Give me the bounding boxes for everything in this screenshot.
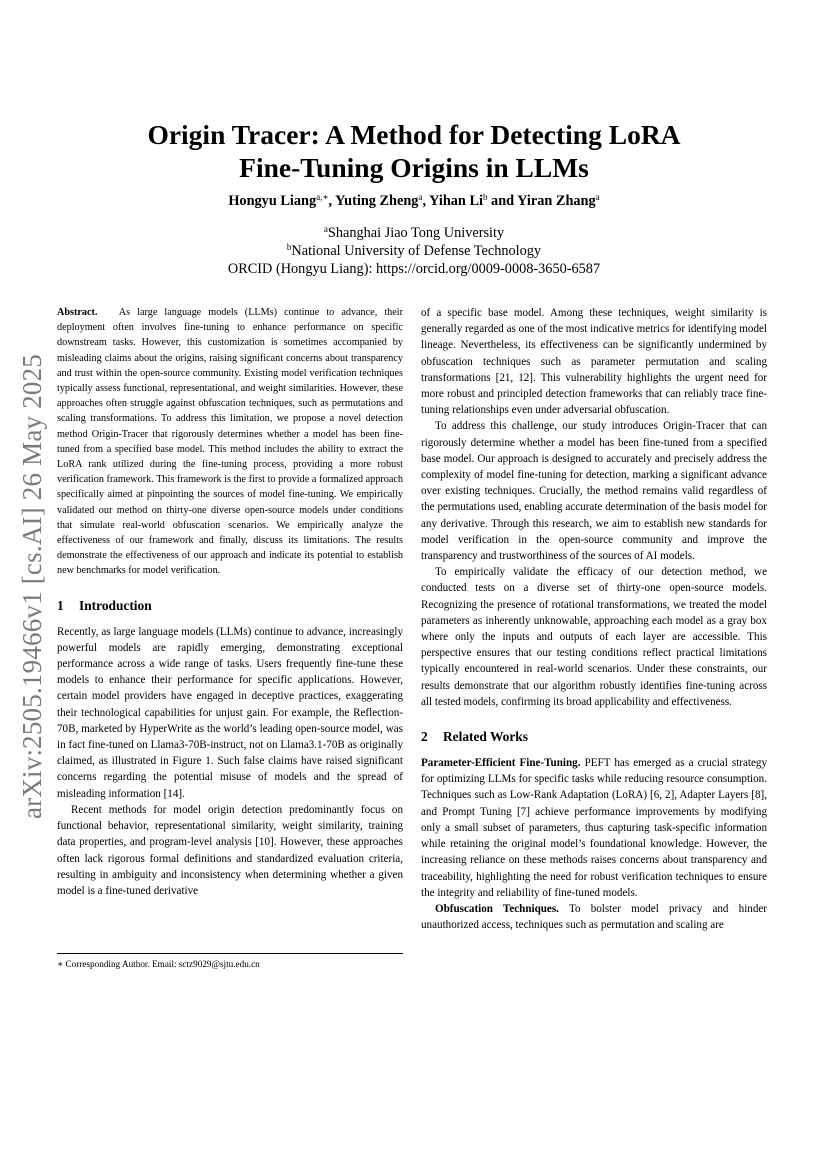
author-affil-sup: a — [418, 192, 423, 202]
author-affil-sup: a,∗ — [316, 192, 329, 202]
author-list — [0, 193, 828, 210]
intro-paragraph-1: Recently, as large language models (LLMs) continue to advance, increasingly powerful models are rapidly emerging, demonstrating exceptional performance across a wide range of tasks. Users frequently fine-tune these models to enhance their performance for specific applications. However, certain model providers have engaged in deceptive practices, exaggerating their technological capabilities for unjust gain. For example, the Reflection-70B, marketed by HyperWrite as the world’s leading open-source model, was in fact fine-tuned on Llama3-70B-instruct, not on Llama3.1-70B as originally claimed, as illustrated in Figure 1. Such false claims have raised significant concerns regarding the potential misuse of models and the spread of misleading information [14]. — [57, 625, 403, 800]
abstract — [57, 305, 403, 579]
affiliation-a — [0, 224, 828, 242]
right-column — [421, 305, 767, 933]
affiliations — [0, 224, 828, 278]
author-name: Yihan Li — [429, 193, 483, 209]
intro-paragraph-4: To address this challenge, our study introduces Origin-Tracer that can rigorously determine whether a model has been fine-tuned from a specified base model. Our approach is designed to accurately and precisely address the complexity of model fine-tuning for detection, marking a significant advance over existing techniques. Crucially, the method remains valid regardless of the permutations used, enabling accurate determination of the basis model for any derivative. Through this research, we aim to establish new standards for model verification in the open-source community and improve the transparency and trustworthiness of the sources of AI models. — [421, 420, 767, 563]
title-line-1: Origin Tracer: A Method for Detecting LoRA — [147, 119, 681, 150]
affil-marker: a — [323, 224, 328, 234]
title-line-2: Fine-Tuning Origins in LLMs — [239, 152, 589, 183]
author-separator: , — [422, 193, 430, 209]
intro-paragraph-2: Recent methods for model origin detection predominantly focus on functional behavior, representational similarity, weight similarity, training data properties, and program-level analysis [10]. However, these approaches often lack rigorous formal definitions and standardized evaluation criteria, resulting in ambiguity and inconsistency when determining whether a given model is a fine-tuned derivative — [57, 803, 403, 897]
author-name: Yuting Zheng — [335, 193, 419, 209]
section-title: Related Works — [443, 729, 528, 745]
run-in-heading: Obfuscation Techniques. — [435, 902, 559, 915]
affiliation-b — [0, 242, 828, 260]
author-name: Hongyu Liang — [228, 193, 317, 209]
section-number: 1 — [57, 597, 64, 613]
related-peft-paragraph — [421, 755, 767, 901]
paper-title — [0, 118, 828, 184]
author-affil-sup: a — [595, 192, 600, 202]
section-title: Introduction — [79, 597, 152, 613]
abstract-label: Abstract. — [57, 307, 98, 318]
arxiv-watermark — [16, 344, 48, 830]
affil-name: National University of Defense Technology — [291, 243, 542, 259]
section-number: 2 — [421, 729, 428, 745]
author-separator: , — [328, 193, 336, 209]
affil-name: Shanghai Jiao Tong University — [327, 225, 505, 241]
author-separator: and — [487, 193, 518, 209]
intro-paragraph-3: of a specific base model. Among these techniques, weight similarity is generally regarded as one of the most indicative metrics for identifying model lineage. Nevertheless, its effectiveness can be significantly undermined by obfuscation techniques such as parameter permutation and scaling transformations [21, 12]. This vulnerability highlights the urgent need for more robust and principled detection frameworks that can reliably trace fine-tuning relationships even under adversarial obfuscation. — [421, 307, 767, 417]
abstract-text: As large language models (LLMs) continue to advance, their deployment often involves fine-tuning to enhance performance on specific downstream tasks. However, this customization is sometimes accompanied by misleading claims about the origins, raising significant concerns about transparency and trust within the open-source community. Existing model verification techniques typically assess functional, representational, and weight similarities. However, these approaches often struggle against obfuscation techniques, such as permutations and scaling transformations. To address this limitation, we propose a novel detection method Origin-Tracer that rigorously determines whether a model has been fine-tuned from a specified base model. This method includes the ability to extract the LoRA rank utilized during the fine-tuning process, providing a more robust verification framework. This framework is the first to provide a formalized approach specifically aimed at pinpointing the sources of model fine-tuning. We empirically validated our method on thirty-one diverse open-source models under conditions that simulate real-world obfuscation scenarios. We empirically analyze the effectiveness of our framework and finally, discuss its limitations. The results demonstrate the effectiveness of our approach and indicate its potential to establish new benchmarks for model verification. — [57, 307, 404, 577]
left-column — [57, 305, 403, 899]
intro-paragraph-5: To empirically validate the efficacy of our detection method, we conducted tests on a diverse set of thirty-one open-source models. Recognizing the presence of rotational transformations, we treated the model parameters as inherently unknowable, approaching each model as a gray box where only the inputs and outputs of each layer are accessible. This perspective ensures that our testing conditions reflect practical limitations typically encountered in real-world scenarios. Under these constraints, our results demonstrate that our algorithm robustly identifies fine-tuning across all tested models, confirming its broad applicability and effectiveness. — [421, 566, 767, 708]
section-heading-introduction — [57, 598, 403, 614]
author-affil-sup: b — [482, 192, 488, 202]
related-obfuscation-paragraph — [421, 901, 767, 933]
affil-marker: b — [286, 242, 292, 252]
run-in-heading: Parameter-Efficient Fine-Tuning. — [421, 757, 581, 770]
paragraph-text: To bolster model privacy and hinder unauthorized access, techniques such as permutation and scaling are — [421, 902, 768, 932]
orcid-line: ORCID (Hongyu Liang): https://orcid.org/0009-0008-3650-6587 — [227, 261, 601, 277]
author-name: Yiran Zhang — [517, 193, 596, 209]
footnote-rule — [57, 953, 403, 954]
footnote: ∗ Corresponding Author. Email: sctz9029@sjtu.edu.cn — [57, 959, 260, 969]
section-heading-related-works — [421, 729, 767, 745]
arxiv-id-text: arXiv:2505.19466v1 [cs.AI] 26 May 2025 — [16, 354, 47, 820]
paragraph-text: PEFT has emerged as a crucial strategy for optimizing LLMs for specific tasks while reducing resource consumption. Techniques such as Low-Rank Adaptation (LoRA) [6, 2], Adapter Layers [8], and Prompt Tuning [7] achieve performance improvements by modifying only a small subset of parameters, thus capturing task-specific information while retaining the original model’s foundational knowledge. However, the increasing reliance on these methods raises concerns about transparency and traceability, highlighting the need for robust verification techniques to ensure the integrity and reliability of fine-tuned models. — [421, 757, 767, 899]
